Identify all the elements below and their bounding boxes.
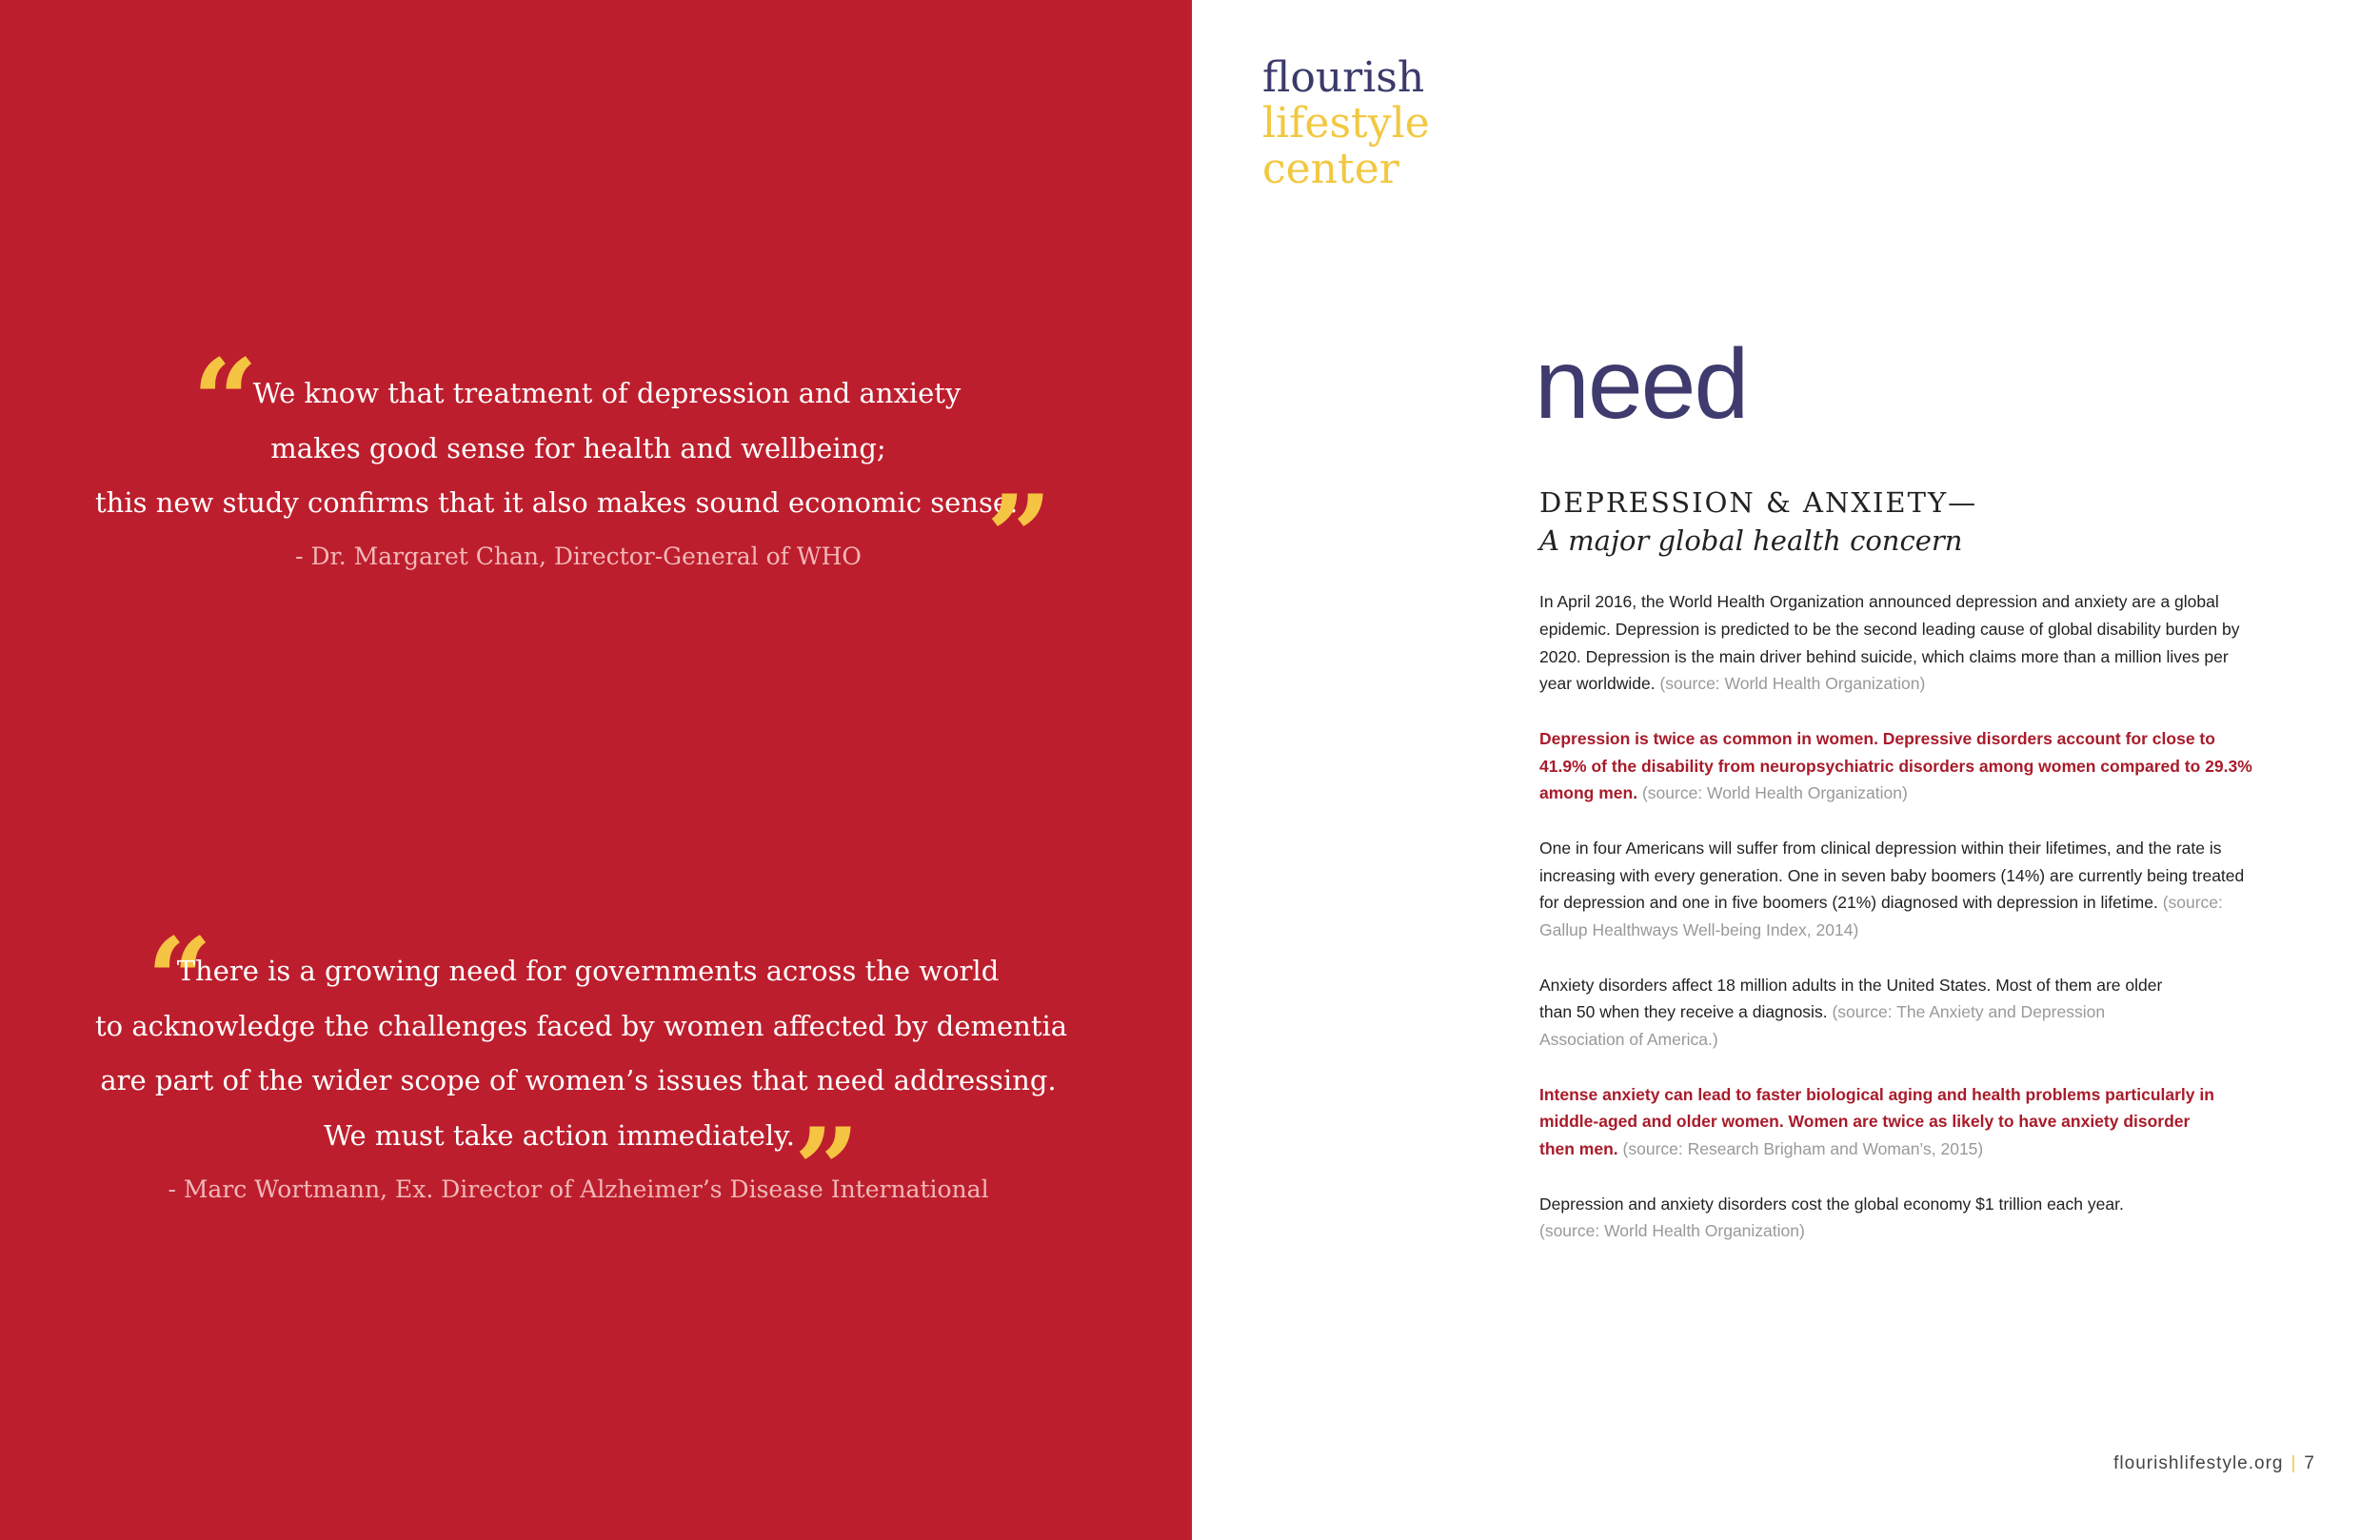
subhead-subtitle: A major global health concern — [1539, 524, 1963, 557]
quote-1-line: this new study confirms that it also makes sound economic sense. — [95, 486, 1019, 519]
paragraph-text: In April 2016, the World Health Organization announced depression and anxiety are a global epidemic. Depression is predicted to be the second leading cause of global disability burden by 2020. Depression is the main driver behind suicide, which claims more than a million lives per year worldwide. — [1539, 592, 2240, 694]
quote-2-line: are part of the wider scope of women’s issues that need addressing. — [100, 1064, 1057, 1096]
paragraph-source: (source: World Health Organization) — [1659, 674, 1926, 694]
body-text — [1539, 588, 2263, 1273]
subhead-title: DEPRESSION & ANXIETY— — [1539, 486, 1978, 519]
logo-line: flourish — [1262, 53, 1425, 102]
paragraph-source: (source: World Health Organization) — [1641, 783, 1908, 803]
section-subhead — [1539, 485, 1977, 562]
highlighted-paragraph — [1539, 1081, 2225, 1163]
highlighted-paragraph — [1539, 725, 2263, 807]
flourish-logo — [1262, 55, 1430, 192]
quote-2-line: to acknowledge the challenges faced by women affected by dementia — [95, 1009, 1068, 1042]
close-quote-mark: ” — [794, 1103, 861, 1237]
logo-line: lifestyle — [1262, 99, 1430, 148]
quote-2 — [95, 944, 1068, 1163]
paragraph — [1539, 972, 2187, 1054]
quote-1 — [95, 366, 1061, 531]
paragraph-source: (source: World Health Organization) — [1539, 1221, 1805, 1241]
open-quote-mark: “ — [192, 334, 259, 468]
footer-separator: | — [2291, 1453, 2297, 1473]
paragraph-text: One in four Americans will suffer from clinical depression within their lifetimes, and the rate is increasing with every generation. One in seven baby boomers (14%) are currently being treated for depression and one in five boomers (21%) diagnosed with depression in lifetime. — [1539, 838, 2245, 913]
close-quote-mark: ” — [986, 470, 1053, 604]
page-number: 7 — [2304, 1453, 2315, 1473]
open-quote-mark: “ — [147, 913, 213, 1047]
paragraph-source: (source: Research Brigham and Woman’s, 2015) — [1622, 1139, 1984, 1158]
quote-1-line: makes good sense for health and wellbeing; — [270, 431, 886, 464]
quote-1-attribution: - Dr. Margaret Chan, Director-General of WHO — [295, 543, 862, 570]
quote-1-line: We know that treatment of depression and anxiety — [252, 377, 962, 409]
quote-2-line: We must take action immediately. — [324, 1118, 795, 1152]
paragraph-text: Intense anxiety can lead to faster biological aging and health problems particularly in middle-aged and older women. Women are twice as likely to have anxiety disorder then men. — [1539, 1084, 2214, 1158]
paragraph-source: (source: Gallup Healthways Well-being Index, 2014) — [1539, 893, 2223, 939]
footer-site-link[interactable]: flourishlifestyle.org — [2113, 1453, 2284, 1473]
paragraph — [1539, 1191, 2187, 1246]
paragraph — [1539, 835, 2263, 944]
paragraph-text: Anxiety disorders affect 18 million adults in the United States. Most of them are older than 50 when they receive a diagnosis. — [1539, 975, 2163, 1022]
logo-line: center — [1262, 145, 1399, 193]
quote-2-attribution: - Marc Wortmann, Ex. Director of Alzheimer’s Disease International — [168, 1175, 989, 1203]
quote-2-line: There is a growing need for governments across the world — [176, 955, 1000, 987]
paragraph — [1539, 588, 2263, 698]
page-footer — [2113, 1453, 2315, 1474]
paragraph-text: Depression and anxiety disorders cost the global economy $1 trillion each year. — [1539, 1194, 2124, 1214]
paragraph-source: (source: The Anxiety and Depression Association of America.) — [1539, 1002, 2106, 1049]
paragraph-text: Depression is twice as common in women. Depressive disorders account for close to 41.9% of the disability from neuropsychiatric disorders among women compared to 29.3% among men. — [1539, 728, 2252, 803]
section-title: need — [1535, 329, 1748, 440]
